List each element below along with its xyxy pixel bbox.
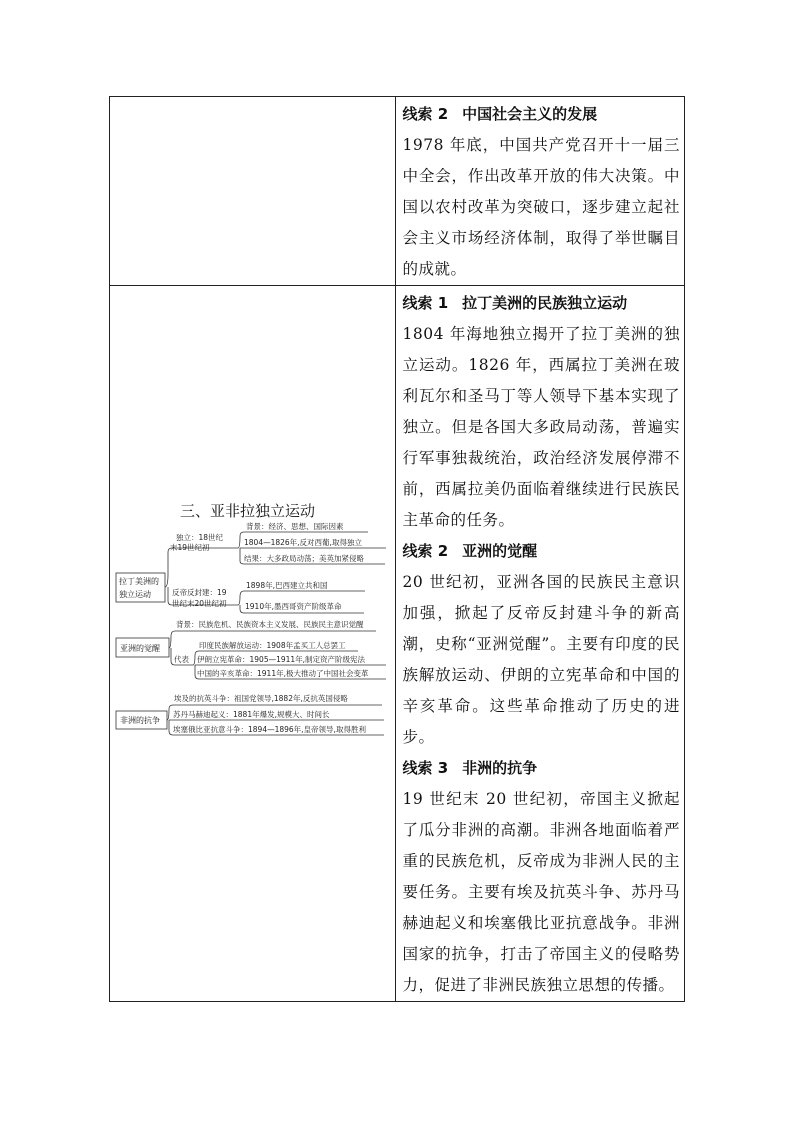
- la-stage2-item: 1910年,墨西哥资产阶级革命: [245, 602, 342, 611]
- la-stage1-line1: 独立：18世纪: [176, 533, 224, 542]
- la-stage2-item: 1898年,巴西建立共和国: [246, 581, 328, 590]
- clue-body: 20 世纪初，亚洲各国的民族民主意识加强，掀起了反帝反封建斗争的新高潮，史称“亚洲觉醒”。主要有印度的民族解放运动、伊朗的立宪革命和中国的辛亥革命。这些革命推动了历史的进步。: [402, 573, 680, 746]
- la-stage1-item: 背景：经济、思想、国际因素: [246, 522, 344, 531]
- la-box-line2: 独立运动: [119, 590, 151, 599]
- la-stage1-item: 1804—1826年,反对西葡,取得独立: [244, 538, 362, 547]
- africa-box-label: 非洲的抗争: [120, 716, 160, 725]
- clue-number: 线索 2: [402, 105, 449, 123]
- asia-rep-item: 印度民族解放运动：1908年孟买工人总罢工: [199, 641, 346, 650]
- clue-block: [402, 753, 684, 1001]
- row1-right-cell: [396, 97, 685, 286]
- clue-title: [402, 288, 684, 319]
- la-stage2-line1: 反帝反封建：19: [172, 588, 227, 597]
- la-stage1-item: 结果：大多政局动荡；美英加紧侵略: [244, 554, 364, 563]
- row2-right-cell: [396, 286, 685, 1002]
- la-box-line1: 拉丁美洲的: [119, 577, 159, 586]
- clue-body: 19 世纪末 20 世纪初，帝国主义掀起了瓜分非洲的高潮。非洲各地面临着严重的民族危机，反帝成为非洲人民的主要任务。主要有埃及抗英斗争、苏丹马赫迪起义和埃塞俄比亚抗意战争。非洲国家的抗争，打击了帝国主义的侵略势力，促进了非洲民族独立思想的传播。: [402, 790, 680, 994]
- clue-title: [402, 753, 684, 784]
- clue-number: 线索 2: [402, 542, 449, 560]
- clue-body: 1804 年海地独立揭开了拉丁美洲的独立运动。1826 年，西属拉丁美洲在玻利瓦尔和圣马丁等人领导下基本实现了独立。但是各国大多政局动荡，普遍实行军事独裁统治，政治经济发展停滞不前，西属拉美仍面临着继续进行民族民主革命的任务。: [402, 325, 680, 529]
- la-stage2-line2: 世纪末20世纪初: [172, 599, 227, 608]
- clue-heading: 中国社会主义的发展: [462, 105, 598, 123]
- la-branch-line: [165, 548, 238, 587]
- clue-number: 线索 1: [402, 294, 449, 312]
- clue-heading: 亚洲的觉醒: [462, 542, 538, 560]
- africa-item: 埃及的抗英斗争：祖国党领导,1882年,反抗英国侵略: [174, 694, 348, 703]
- asia-box-label: 亚洲的觉醒: [120, 644, 160, 653]
- clue-heading: 非洲的抗争: [462, 759, 538, 777]
- asia-background: 背景：民族危机、民族资本主义发展、民族民主意识觉醒: [176, 620, 364, 629]
- clue-title: [402, 99, 684, 130]
- la-stage1-line2: 末19世纪初: [170, 543, 210, 552]
- clue-number: 线索 3: [402, 759, 449, 777]
- clue-body: 1978 年底，中国共产党召开十一届三中全会，作出改革开放的伟大决策。中国以农村改革为突破口，逐步建立起社会主义市场经济体制，取得了举世瞩目的成就。: [402, 136, 680, 278]
- row2-left-cell: [110, 286, 396, 1002]
- clue-block: [402, 288, 684, 536]
- content-table: [109, 96, 685, 1002]
- africa-item: 埃塞俄比亚抗意斗争：1894—1896年,皇帝领导,取得胜利: [173, 725, 366, 734]
- table-row: [110, 97, 685, 286]
- clue-heading: 拉丁美洲的民族独立运动: [462, 294, 628, 312]
- table-row: [110, 286, 685, 1002]
- section-title: 三、亚非拉独立运动: [180, 502, 316, 520]
- asia-rep-label: 代表: [174, 655, 189, 664]
- asia-rep-item: 伊朗立宪革命：1905—1911年,制定资产阶级宪法: [197, 655, 366, 664]
- clue-block: [402, 536, 684, 753]
- clue-title: [402, 536, 684, 567]
- mind-map: [110, 286, 396, 971]
- asia-rep-item: 中国的辛亥革命：1911年,极大推动了中国社会变革: [197, 669, 369, 678]
- row1-left-cell: [110, 97, 396, 286]
- africa-item: 苏丹马赫迪起义：1881年爆发,规模大、时间长: [173, 710, 330, 719]
